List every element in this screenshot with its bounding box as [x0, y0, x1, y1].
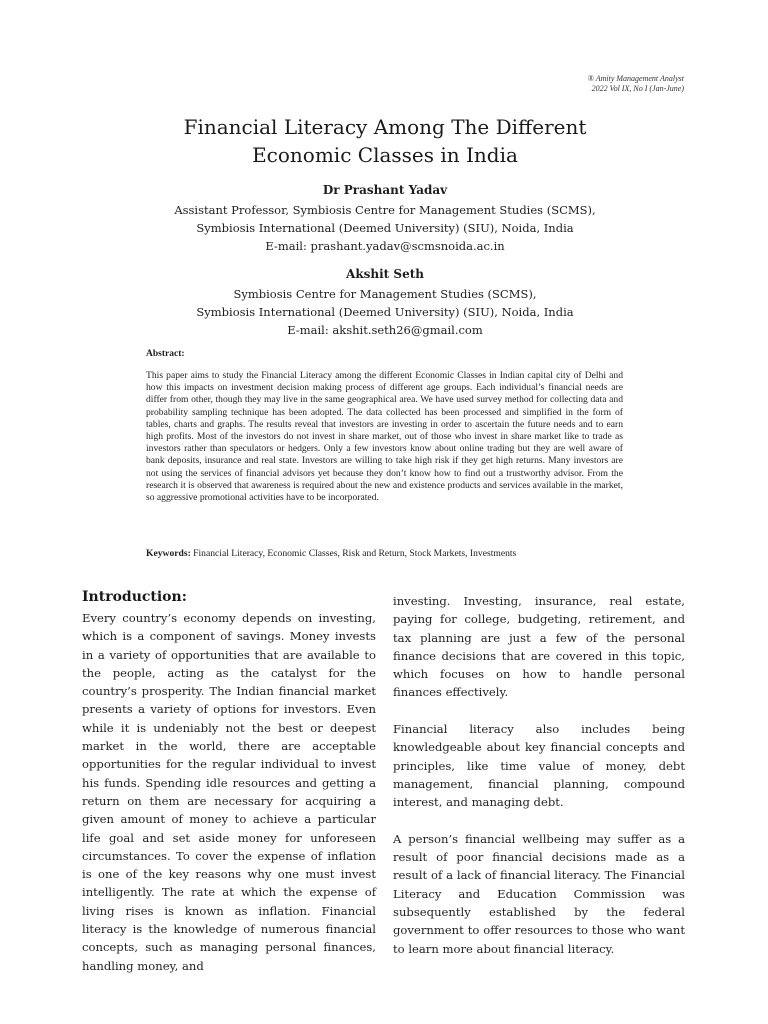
author-name: Dr Prashant Yadav: [322, 183, 448, 197]
author-block-1: [90, 181, 680, 255]
body-paragraph: A person’s financial wellbeing may suffer as a result of poor financial decisions made as a result of a lack of financial literacy. The Financial Literacy and Education Commission was subsequently established by the federal government to offer resources to those who want to learn more about financial literacy.: [393, 831, 685, 956]
author-email: E-mail: akshit.seth26@gmail.com: [287, 323, 483, 337]
author-block-2: [90, 265, 680, 339]
abstract-heading: Abstract:: [146, 349, 185, 359]
paper-title-line-2: Economic Classes in India: [252, 143, 518, 167]
abstract-text: This paper aims to study the Financial Literacy among the different Economic Classes in Indian capital city of Delhi and how this impacts on investment decision making process of different age groups. Each individual’s financial needs are differ from other, though they may live in the same geographical area. We have used survey method for collecting data and probability sampling technique has been adopted. The data collected has been processed and simplified in the form of tables, charts and graphs. The results reveal that investors are investing in order to ascertain the future needs and to earn high profits. Most of the investors do not invest in share market, out of those who invest in share market like to trade as investors rather than speculators or hedgers. Only a few investors know about online trading but they are well aware of bank deposits, insurance and real state. Investors are willing to take high risk if they get high returns. Many investors are not using the services of financial advisors yet because they don’t know how to find out a trustworthy advisor. From the research it is observed that awareness is required about the new and existence products and services available in the market, so aggressive promotional activities have to be incorporated.: [146, 370, 623, 504]
author-affiliation: Assistant Professor, Symbiosis Centre for Management Studies (SCMS),: [174, 203, 596, 217]
journal-name: ® Amity Management Analyst: [587, 74, 684, 83]
author-affiliation: Symbiosis International (Deemed University) (SIU), Noida, India: [196, 221, 574, 235]
author-email: E-mail: prashant.yadav@scmsnoida.ac.in: [265, 239, 505, 253]
author-affiliation: Symbiosis Centre for Management Studies (SCMS),: [233, 287, 537, 301]
left-column: [82, 609, 376, 975]
introduction-heading: Introduction:: [82, 589, 187, 605]
author-name: Akshit Seth: [346, 267, 424, 281]
keywords: [146, 548, 636, 560]
body-paragraph: Every country’s economy depends on investing, which is a component of savings. Money invests in a variety of opportunities that are available to the people, acting as the catalyst for the country’s prosperity. The Indian financial market presents a variety of options for investors. Even while it is undeniably not the best or deepest market in the world, there are acceptable opportunities for the regular individual to invest his funds. Spending idle resources and getting a return on them are necessary for acquiring a given amount of money to achieve a particular life goal and set aside money for unforeseen circumstances. To cover the expense of inflation is one of the key reasons why one must invest intelligently. The rate at which the expense of living rises is known as inflation. Financial literacy is the knowledge of numerous financial concepts, such as managing personal finances, handling money, and: [82, 611, 376, 973]
author-affiliation: Symbiosis International (Deemed University) (SIU), Noida, India: [196, 305, 574, 319]
paper-title-line-1: Financial Literacy Among The Different: [183, 115, 587, 139]
right-column: [393, 592, 685, 958]
paper-title: [90, 113, 680, 169]
keywords-label: Keywords:: [146, 548, 191, 559]
body-paragraph: investing. Investing, insurance, real estate, paying for college, budgeting, retirement, and tax planning are just a few of the personal finance decisions that are covered in this topic, which focuses on how to handle personal finances effectively.: [393, 594, 685, 700]
body-paragraph: Financial literacy also includes being knowledgeable about key financial concepts and principles, like time value of money, debt management, financial planning, compound interest, and managing debt.: [393, 722, 685, 810]
journal-issue: 2022 Vol IX, No I (Jan-June): [591, 84, 684, 93]
keywords-text: Financial Literacy, Economic Classes, Risk and Return, Stock Markets, Investments: [193, 548, 517, 559]
journal-header: [588, 74, 684, 94]
